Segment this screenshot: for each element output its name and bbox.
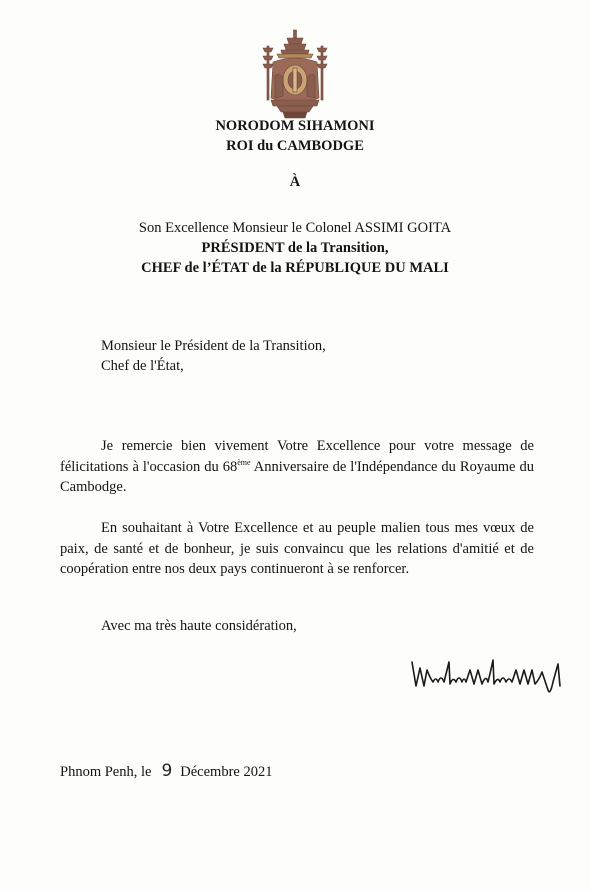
recipient-line-3 [0,258,590,278]
recipient-chef: CHEF [141,260,181,276]
sender-name: NORODOM SIHAMONI [215,118,375,134]
royal-arms-of-cambodia-icon [259,28,331,120]
body-paragraph-2: En souhaitant à Votre Excellence et au peuple malien tous mes vœux de paix, de santé et de bonheur, je suis convaincu que les relations d'amitié et de coopération entre nos deux pays continueront à se renforcer. [60,520,534,577]
to-label: À [289,174,301,190]
recipient-prefix: Son Excellence Monsieur le Colonel [138,220,352,236]
handwritten-day: 9 [161,761,173,781]
month-year: Décembre 2021 [180,764,273,780]
place-text: Phnom Penh, le [60,764,152,780]
sender-title: ROI du CAMBODGE [226,138,364,154]
body-paragraph-1 [60,436,534,498]
recipient-name: ASSIMI GOITA [354,220,452,236]
closing-line: Avec ma très haute considération, [101,618,297,634]
recipient-block [0,218,590,278]
p1-text-after: Anniversaire de l'Indépendance du Royaume du Cambodge. [60,458,534,495]
recipient-line-1 [0,218,590,238]
sender-block [0,116,590,156]
handwritten-signature [408,656,568,700]
salutation-line-1: Monsieur le Président de la Transition, [101,338,326,354]
recipient-de-etat: de l’ÉTAT de la [184,260,282,276]
salutation-line-2: Chef de l'État, [101,358,184,374]
recipient-title-rest: de la Transition, [287,240,389,256]
recipient-title: PRÉSIDENT [201,240,285,256]
place-and-date [60,760,272,783]
p1-text-before: Je remercie bien vivement Votre Excellence pour votre message de félicitations à l'occasion du 68 [60,438,534,475]
recipient-line-2 [0,238,590,258]
salutation [101,336,326,376]
p1-superscript: ème [237,457,251,467]
recipient-country: RÉPUBLIQUE DU MALI [285,260,449,276]
